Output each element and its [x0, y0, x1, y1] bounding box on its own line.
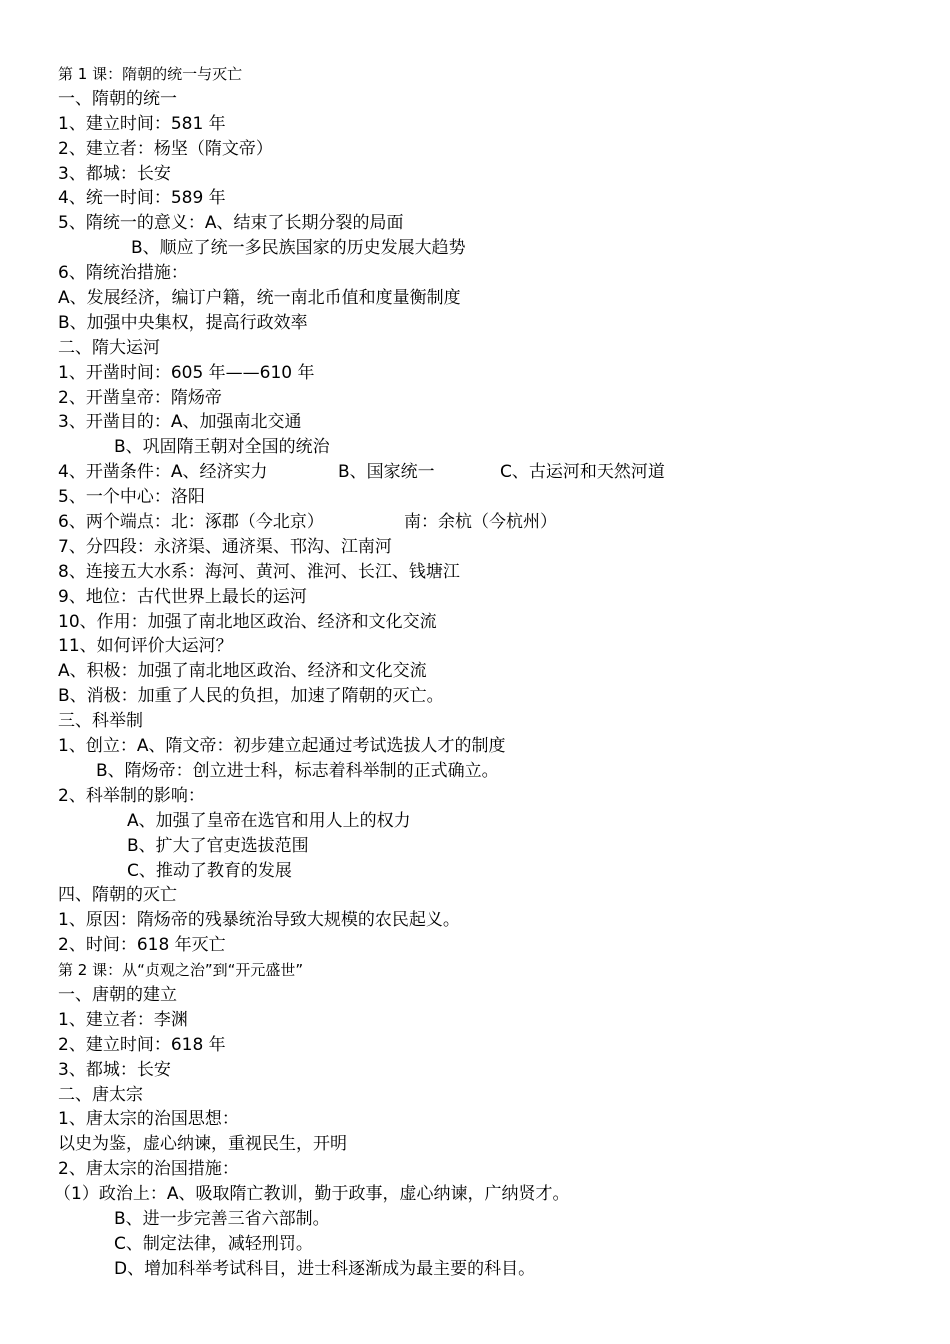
- text-line: A、加强了皇帝在选官和用人上的权力: [127, 810, 411, 831]
- text-line: 2、科举制的影响：: [58, 785, 205, 806]
- text-line: 1、建立时间：581 年: [58, 113, 226, 134]
- text-line: 1、唐太宗的治国思想：: [58, 1109, 239, 1130]
- text-line: 1、原因：隋炀帝的残暴统治导致大规模的农民起义。: [58, 910, 460, 931]
- text-line: 11、如何评价大运河？: [58, 636, 233, 657]
- text-line: B、进一步完善三省六部制。: [114, 1208, 330, 1229]
- text-line: （1）政治上：A、吸取隋亡教训，勤于政事，虚心纳谏，广纳贤才。: [54, 1184, 570, 1205]
- text-line: C、制定法律，减轻刑罚。: [114, 1233, 313, 1254]
- text-line: 9、地位：古代世界上最长的运河: [58, 586, 307, 607]
- text-line: 2、时间：618 年灭亡: [58, 935, 226, 956]
- text-line: 8、连接五大水系：海河、黄河、淮河、长江、钱塘江: [58, 561, 460, 582]
- text-line: 一、隋朝的统一: [58, 88, 177, 109]
- text-segment: 南：余杭（今杭州）: [404, 512, 557, 533]
- text-line: D、增加科举考试科目，进士科逐渐成为最主要的科目。: [114, 1258, 536, 1279]
- text-line: 2、建立者：杨坚（隋文帝）: [58, 138, 273, 159]
- text-line: 6、隋统治措施：: [58, 263, 188, 284]
- text-line: B、消极：加重了人民的负担，加速了隋朝的灭亡。: [58, 686, 444, 707]
- text-line: 四、隋朝的灭亡: [58, 885, 177, 906]
- text-line: 5、一个中心：洛阳: [58, 487, 205, 508]
- text-line: A、发展经济，编订户籍，统一南北币值和度量衡制度: [58, 288, 461, 309]
- text-line: 7、分四段：永济渠、通济渠、邗沟、江南河: [58, 536, 392, 557]
- text-line: B、加强中央集权，提高行政效率: [58, 312, 308, 333]
- text-line: B、隋炀帝：创立进士科，标志着科举制的正式确立。: [96, 760, 499, 781]
- text-line: [58, 510, 918, 535]
- text-line: B、扩大了官吏选拔范围: [127, 835, 309, 856]
- text-line: C、推动了教育的发展: [127, 860, 292, 881]
- text-line: 5、隋统一的意义：A、结束了长期分裂的局面: [58, 213, 404, 234]
- text-line: 2、唐太宗的治国措施：: [58, 1159, 239, 1180]
- text-segment: 6、两个端点：北：涿郡（今北京）: [58, 512, 324, 533]
- text-line: 以史为鉴，虚心纳谏，重视民生，开明: [58, 1134, 347, 1155]
- text-line: 二、隋大运河: [58, 337, 160, 358]
- text-segment: 4、开凿条件：A、经济实力: [58, 462, 268, 483]
- text-line: 一、唐朝的建立: [58, 984, 177, 1005]
- text-line: B、顺应了统一多民族国家的历史发展大趋势: [131, 238, 466, 259]
- document-body: [54, 62, 918, 1282]
- text-line: 二、唐太宗: [58, 1084, 143, 1105]
- text-line: 2、开凿皇帝：隋炀帝: [58, 387, 222, 408]
- text-line: 第 1 课：隋朝的统一与灭亡: [58, 65, 243, 83]
- text-line: 1、开凿时间：605 年——610 年: [58, 362, 315, 383]
- text-line: A、积极：加强了南北地区政治、经济和文化交流: [58, 661, 427, 682]
- text-line: 3、开凿目的：A、加强南北交通: [58, 412, 302, 433]
- text-line: 1、建立者：李渊: [58, 1009, 188, 1030]
- text-line: 2、建立时间：618 年: [58, 1034, 226, 1055]
- text-segment: B、国家统一: [338, 462, 435, 483]
- text-line: 三、科举制: [58, 711, 143, 732]
- text-line: 3、都城：长安: [58, 1059, 171, 1080]
- text-line: 第 2 课：从“贞观之治”到“开元盛世”: [58, 961, 304, 980]
- text-line: 3、都城：长安: [58, 163, 171, 184]
- text-line: B、巩固隋王朝对全国的统治: [114, 437, 330, 458]
- text-line: 1、创立：A、隋文帝：初步建立起通过考试选拔人才的制度: [58, 736, 506, 757]
- text-line: 4、统一时间：589 年: [58, 188, 226, 209]
- text-line: [58, 460, 918, 485]
- text-line: 10、作用：加强了南北地区政治、经济和文化交流: [58, 611, 437, 632]
- text-segment: C、古运河和天然河道: [500, 462, 665, 483]
